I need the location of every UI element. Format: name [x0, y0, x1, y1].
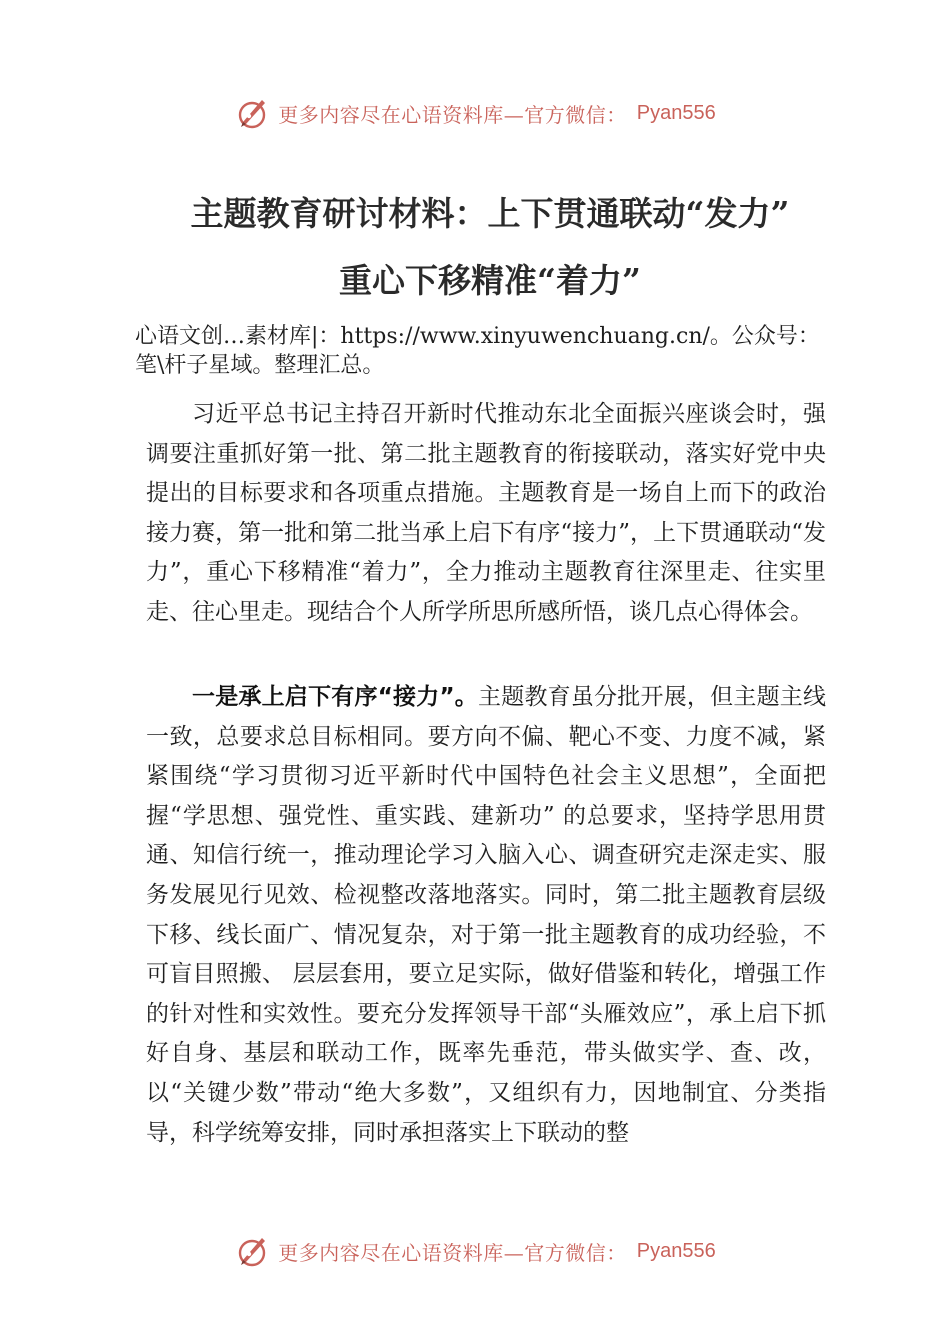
quill-pen-logo-icon: [234, 95, 270, 131]
watermark-text: 更多内容尽在心语资料库—官方微信：: [278, 102, 627, 127]
footer-watermark-banner: [0, 1231, 950, 1271]
body-paragraph-1: 习近平总书记主持召开新时代推动东北全面振兴座谈会时，强调要注重抓好第一批、第二批主题教育的衔接联动，落实好党中央提出的目标要求和各项重点措施。主题教育是一场自上而下的政治接力赛，第一批和第二批当承上启下有序“接力”，上下贯通联动“发力”，重心下移精准“着力”，全力推动主题教育往深里走、往实里走、往心里走。现结合个人所学所思所感所悟，谈几点心得体会。: [146, 401, 826, 625]
document-title-line1: 主题教育研讨材料：上下贯通联动“发力”: [190, 194, 790, 233]
document-title-line2: 重心下移精准“着力”: [339, 261, 641, 300]
header-watermark-banner: [0, 93, 950, 133]
wechat-id: Pyan556: [636, 101, 716, 124]
paragraph-2-lead: 一是承上启下有序“接力”。: [192, 684, 479, 710]
wechat-id: Pyan556: [636, 1239, 716, 1262]
source-note: 心语文创…素材库|：https://www.xinyuwenchuang.cn/。公众号：笔\杆子星域。整理汇总。: [135, 324, 820, 378]
paragraph-2-body: 主题教育虽分批开展，但主题主线一致，总要求总目标相同。要方向不偏、靶心不变、力度不减，紧紧围绕“学习贯彻习近平新时代中国特色社会主义思想”，全面把握“学思想、强党性、重实践、建新功” 的总要求，坚持学思用贯通、知信行统一，推动理论学习入脑入心、调查研究走深走实、服务发展见行见效、检视整改落地落实。同时，第二批主题教育层级下移、线长面广、情况复杂，对于第一批主题教育的成功经验，不可盲目照搬、 层层套用，要立足实际，做好借鉴和转化，增强工作的针对性和实效性。要充分发挥领导干部“头雁效应”，承上启下抓好自身、基层和联动工作，既率先垂范，带头做实学、查、改，以“关键少数”带动“绝大多数”，又组织有力，因地制宜、分类指导，科学统筹安排，同时承担落实上下联动的整: [146, 684, 827, 1146]
body-paragraph-2: [146, 678, 826, 1153]
quill-pen-logo-icon: [234, 1233, 270, 1269]
watermark-text: 更多内容尽在心语资料库—官方微信：: [278, 1240, 627, 1265]
